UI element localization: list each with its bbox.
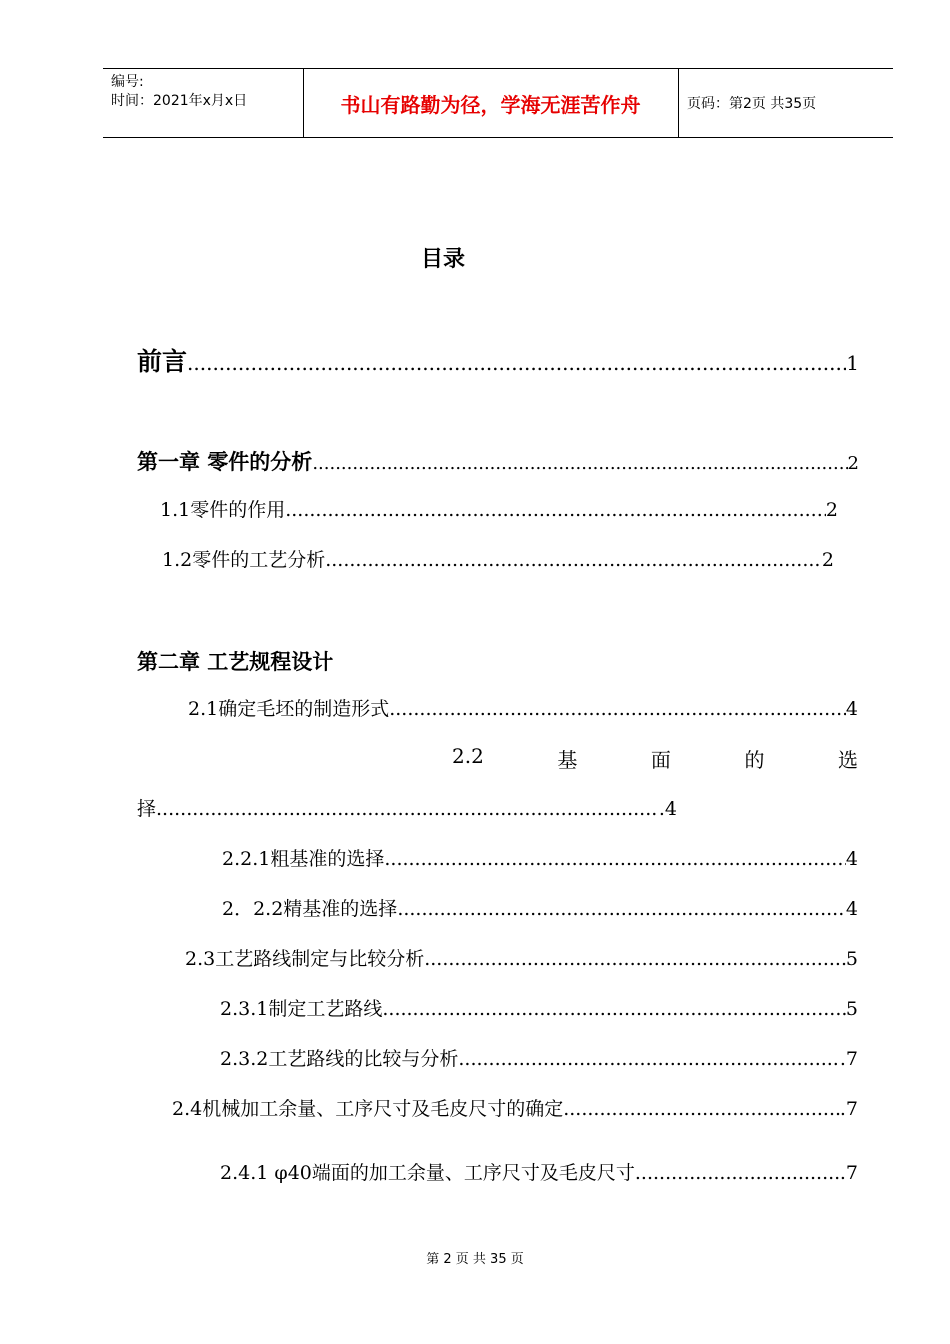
- toc-leader: [156, 798, 659, 820]
- toc-entry-chapter-2[interactable]: [137, 646, 333, 676]
- toc-label: 2.4.1 φ40端面的加工余量、工序尺寸及毛皮尺寸: [220, 1162, 635, 1184]
- toc-label: 2.2.1粗基准的选择: [222, 848, 385, 870]
- toc-leader: [424, 948, 846, 970]
- toc-entry-2-2-2[interactable]: [222, 894, 858, 921]
- toc-page: 4: [845, 698, 858, 720]
- toc-label: 2.3.2工艺路线的比较与分析: [220, 1048, 459, 1070]
- toc-page: 1: [846, 351, 859, 375]
- toc-page: 5: [845, 948, 858, 970]
- toc-label: 前言: [137, 347, 188, 376]
- toc-entry-2-2-line1[interactable]: [452, 744, 858, 773]
- toc-page: .7: [839, 1098, 858, 1120]
- header-motto: 书山有路勤为径，学海无涯苦作舟: [340, 92, 641, 117]
- toc-leader: [389, 698, 846, 720]
- toc-label: 1.2零件的工艺分析: [162, 549, 326, 571]
- toc-leader: [325, 549, 822, 571]
- header-divider: [678, 69, 679, 137]
- toc-entry-1-2[interactable]: [162, 545, 834, 572]
- toc-page: 2: [847, 453, 859, 474]
- toc-entry-2-4-1[interactable]: [220, 1158, 858, 1185]
- toc-page: .7: [839, 1048, 858, 1070]
- toc-label: 1.1零件的作用: [160, 499, 286, 521]
- toc-page: 5: [845, 998, 858, 1020]
- toc-word: 选: [838, 748, 858, 772]
- time-label: 时间：2021年x月x日: [111, 93, 248, 109]
- page-footer: 第 2 页 共 35 页: [426, 1252, 524, 1267]
- page-title: 目录: [420, 247, 465, 272]
- toc-page: 2: [821, 549, 834, 571]
- toc-leader: [397, 898, 846, 920]
- toc-label: 2.4机械加工余量、工序尺寸及毛皮尺寸的确定: [172, 1098, 564, 1120]
- toc-page: .7: [839, 1162, 858, 1184]
- toc-label: 2.1确定毛坯的制造形式: [188, 698, 390, 720]
- toc-word: 的: [744, 748, 765, 772]
- toc-page: 4: [845, 898, 858, 920]
- toc-label: 第二章 工艺规程设计: [137, 650, 334, 674]
- toc-page: 2: [825, 499, 838, 521]
- toc-entry-2-1[interactable]: [188, 694, 858, 721]
- toc-word: 面: [650, 748, 671, 772]
- toc-entry-chapter-1[interactable]: [137, 446, 859, 476]
- toc-entry-2-3-1[interactable]: [220, 994, 858, 1021]
- header-page-code: 页码：第2页 共35页: [687, 96, 817, 112]
- toc-leader: [285, 499, 826, 521]
- toc-leader: [187, 351, 846, 375]
- toc-label: 2.3.1制定工艺路线: [220, 998, 383, 1020]
- toc-label: 择: [137, 798, 157, 820]
- toc-label: 2.3工艺路线制定与比较分析: [185, 948, 425, 970]
- toc-leader: [458, 1048, 840, 1070]
- toc-leader: [384, 848, 846, 870]
- number-label: 编号:: [111, 74, 144, 90]
- toc-page: 4: [845, 848, 858, 870]
- toc-entry-preface[interactable]: [137, 342, 859, 378]
- toc-label: 2．2.2精基准的选择: [222, 898, 398, 920]
- toc-leader: [382, 998, 846, 1020]
- toc-leader: [563, 1098, 840, 1120]
- toc-entry-2-4[interactable]: [172, 1094, 858, 1121]
- toc-word: 2.2: [452, 744, 484, 768]
- header-table: [103, 68, 893, 138]
- toc-label: 第一章 零件的分析: [137, 450, 313, 474]
- toc-entry-2-2-1[interactable]: [222, 844, 858, 871]
- toc-leader: [312, 453, 847, 474]
- toc-page: .4: [658, 798, 677, 820]
- toc-leader: [635, 1162, 840, 1184]
- toc-entry-2-3-2[interactable]: [220, 1044, 858, 1071]
- toc-entry-1-1[interactable]: [160, 495, 838, 522]
- header-meta: [111, 73, 247, 111]
- toc-entry-2-3[interactable]: [185, 944, 858, 971]
- toc-entry-2-2-line2[interactable]: [137, 794, 677, 821]
- toc-word: 基: [557, 748, 578, 772]
